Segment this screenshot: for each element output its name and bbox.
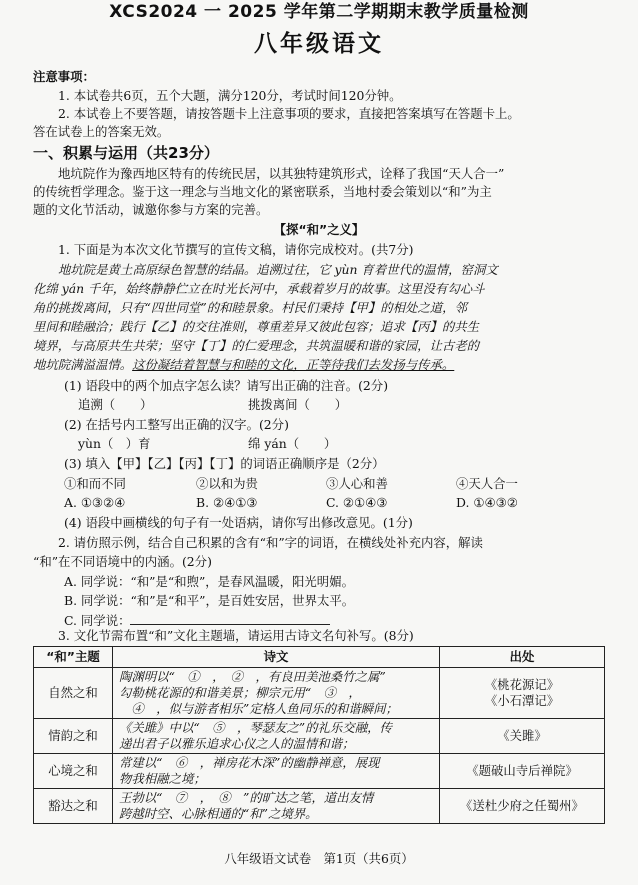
- intro-line: 题的文化节活动，诚邀你参与方案的完善。: [33, 202, 269, 217]
- intro-line: 地坑院作为豫西地区特有的传统民居，以其独特建筑形式，诠释了我国“天人合一”: [58, 166, 505, 181]
- notice-item-2-cont: 答在试卷上的答案无效。: [33, 124, 170, 139]
- exam-title: XCS2024 一 2025 学年第二学期期末教学质量检测: [109, 2, 529, 22]
- column-header: 出处: [440, 647, 605, 668]
- theme-cell: 豁达之和: [34, 789, 113, 824]
- passage-line: 境界，与高原共生共荣；坚守【丁】的仁爱理念，共筑温暖和谐的家园，让古老的: [33, 338, 480, 353]
- poem-line: 常建以“ ⑥ ，禅房花木深”的幽静禅意，展现: [119, 755, 380, 770]
- passage-line: 化绵 yán 千年，始终静静伫立在时光长河中，承载着岁月的故事。这里没有勾心斗: [33, 281, 485, 296]
- example-c-label: C. 同学说：: [64, 613, 131, 628]
- source-title: 《送杜少府之任蜀州》: [460, 798, 584, 813]
- choice-option[interactable]: D. ①④③②: [456, 495, 518, 510]
- column-header: “和”主题: [34, 647, 113, 668]
- term-option: ②以和为贵: [196, 476, 258, 491]
- passage-line: 角的挑拨离间，只有“四世同堂”的和睦景象。村民们秉持【甲】的相处之道，邻: [33, 300, 467, 315]
- term-option: ③人心和善: [326, 476, 388, 491]
- theme-cell: 心境之和: [34, 754, 113, 789]
- underlined-sentence: 这份凝结着智慧与和睦的文化，正等待我们去发扬与传承。: [132, 357, 455, 372]
- question-1-2: (2) 在括号内工整写出正确的汉字。(2分): [64, 417, 289, 432]
- poem-line: 《关雎》中以“ ⑤ ，琴瑟友之”的礼乐交融，传: [119, 720, 392, 735]
- source-title: 《题破山寺后禅院》: [466, 763, 578, 778]
- example-a: A. 同学说：“和”是“和煦”，是春风温暖，阳光明媚。: [64, 574, 354, 589]
- intro-line: 的传统哲学理念。鉴于这一理念与当地文化的紧密联系，当地村委会策划以“和”为主: [33, 184, 492, 199]
- poem-cell[interactable]: [113, 754, 440, 789]
- table-header-row: [34, 647, 605, 668]
- poem-line: 王勃以“ ⑦ ， ⑧ ”的旷达之笔，道出友情: [119, 790, 374, 805]
- choice-option[interactable]: B. ②④①③: [196, 495, 258, 510]
- question-1-1: (1) 语段中的两个加点字怎么读？请写出正确的注音。(2分): [64, 378, 389, 393]
- source-title: 《桃花源记》: [484, 677, 560, 692]
- poem-line: 跨越时空、心脉相通的“和”之境界。: [119, 806, 318, 821]
- question-3-stem: 3. 文化节需布置“和”文化主题墙，请运用古诗文名句补写。(8分): [58, 628, 414, 643]
- theme-cell: 情韵之和: [34, 719, 113, 754]
- table-row: [34, 668, 605, 719]
- section-heading: 一、积累与运用（共23分）: [33, 144, 219, 162]
- answer-blank-1[interactable]: 追溯（ ）: [78, 397, 153, 412]
- question-1-stem: 1. 下面是为本次文化节撰写的宣传文稿，请你完成校对。(共7分): [58, 242, 414, 257]
- choice-option[interactable]: A. ①③②④: [64, 495, 126, 510]
- notice-item-2: 2. 本试卷上不要答题，请按答题卡上注意事项的要求，直接把答案填写在答题卡上。: [58, 106, 520, 121]
- source-title: 《关雎》: [497, 728, 547, 743]
- answer-blank-2[interactable]: 挑拨离间（ ）: [248, 397, 348, 412]
- poem-line: 陶渊明以“ ① ， ② ，有良田美池桑竹之属”: [119, 669, 386, 684]
- example-c: [64, 612, 330, 629]
- answer-line[interactable]: [130, 612, 330, 625]
- subject-title: 八年级语文: [254, 30, 384, 57]
- poem-line: 递出君子以雅乐追求心仪之人的温情和谐；: [119, 736, 355, 751]
- term-option: ①和而不同: [64, 476, 126, 491]
- question-1-3: (3) 填入【甲】【乙】【丙】【丁】的词语正确顺序是（2分）: [64, 456, 385, 471]
- notice-item-1: 1. 本试卷共6页，五个大题，满分120分，考试时间120分钟。: [58, 88, 402, 103]
- question-1-4: (4) 语段中画横线的句子有一处语病，请你写出修改意见。(1分): [64, 515, 413, 530]
- question-2-stem-cont: “和”在不同语境中的内涵。(2分): [33, 554, 212, 569]
- answer-blank-3[interactable]: yùn（ ）育: [78, 436, 151, 451]
- theme-wall-table: [33, 646, 605, 824]
- theme-cell: 自然之和: [34, 668, 113, 719]
- source-cell: [440, 789, 605, 824]
- passage-line: 地坑院是黄土高原绿色智慧的结晶。追溯过往，它 yùn 育着世代的温情，窑洞文: [58, 262, 498, 277]
- poem-cell[interactable]: [113, 668, 440, 719]
- question-2-stem: 2. 请仿照示例，结合自己积累的含有“和”字的词语，在横线处补充内容，解读: [58, 535, 483, 550]
- poem-line: 勾勒桃花源的和谐美景；柳宗元用“ ③ ，: [119, 685, 361, 700]
- source-cell: [440, 719, 605, 754]
- term-option: ④天人合一: [456, 476, 518, 491]
- column-header: 诗文: [113, 647, 440, 668]
- poem-line: ④ ，似与游者相乐”定格人鱼同乐的和谐瞬间；: [119, 701, 398, 716]
- source-title: 《小石潭记》: [484, 693, 560, 708]
- poem-cell[interactable]: [113, 789, 440, 824]
- source-cell: [440, 754, 605, 789]
- source-cell: [440, 668, 605, 719]
- poem-line: 物我相融之境；: [119, 771, 206, 786]
- subsection-heading: 【探“和”之义】: [273, 222, 365, 237]
- passage-last-plain: 地坑院满溢温情。: [33, 357, 133, 372]
- poem-cell[interactable]: [113, 719, 440, 754]
- table-row: [34, 719, 605, 754]
- passage-line: 里间和睦融洽；践行【乙】的交往准则，尊重差异又彼此包容；追求【丙】的共生: [33, 319, 480, 334]
- choice-option[interactable]: C. ②①④③: [326, 495, 388, 510]
- answer-blank-4[interactable]: 绵 yán（ ）: [248, 436, 337, 451]
- example-b: B. 同学说：“和”是“和平”，是百姓安居，世界太平。: [64, 593, 355, 608]
- table-row: [34, 754, 605, 789]
- notice-heading: 注意事项：: [33, 69, 95, 84]
- passage-line: [33, 357, 454, 373]
- page-footer: 八年级语文试卷 第1页（共6页）: [224, 851, 414, 866]
- table-row: [34, 789, 605, 824]
